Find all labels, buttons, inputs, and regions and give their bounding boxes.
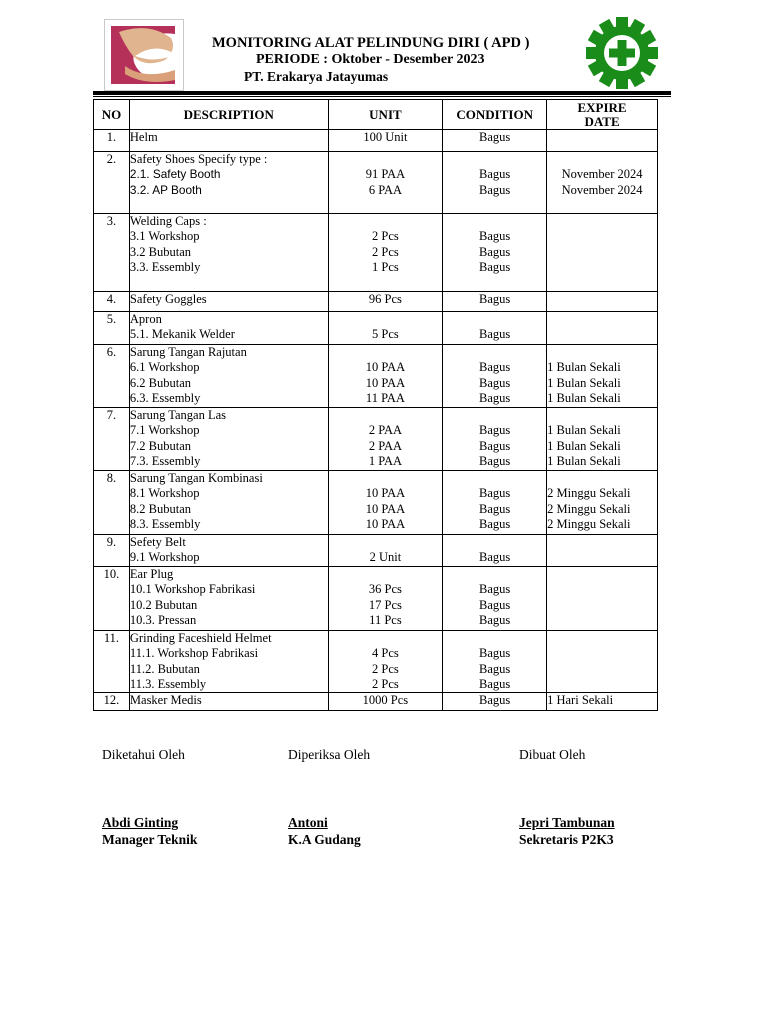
cell-cond	[443, 214, 547, 292]
cell-no	[94, 152, 130, 214]
cell-spacer	[547, 471, 657, 486]
column-header-unit: UNIT	[328, 100, 443, 130]
cell-cond-line: Bagus	[479, 182, 511, 197]
row-number: 4.	[106, 292, 117, 306]
signature-position-made: Sekretaris P2K3	[519, 832, 614, 847]
cell-cond-line: Bagus	[479, 661, 511, 676]
signature-name-made: Jepri Tambunan	[519, 815, 615, 830]
cell-cond-line: Bagus	[479, 550, 511, 565]
cell-no	[94, 693, 130, 711]
cell-desc-line: 6.2 Bubutan	[129, 375, 192, 390]
cell-unit	[328, 312, 443, 345]
signature-position-known: Manager Teknik	[102, 832, 198, 847]
cell-desc-line: 7.1 Workshop	[129, 423, 200, 438]
signature-name-known: Abdi Ginting	[102, 815, 179, 830]
cell-unit-line: 1000 Pcs	[362, 693, 409, 708]
cell-desc	[129, 471, 328, 535]
cell-spacer	[443, 535, 546, 550]
cell-unit-line: 5 Pcs	[372, 327, 399, 342]
cell-unit-line: 1 Pcs	[372, 259, 399, 274]
row-number: 9.	[106, 535, 117, 549]
cell-exp	[547, 345, 658, 408]
cell-spacer	[547, 408, 657, 423]
cell-desc	[129, 292, 328, 312]
table-row	[94, 312, 658, 345]
cell-desc-line: 6.1 Workshop	[129, 360, 200, 375]
cell-cond	[443, 292, 547, 312]
cell-unit	[328, 535, 443, 567]
cell-desc	[129, 130, 328, 152]
cell-exp-line: 2 Minggu Sekali	[547, 486, 631, 501]
cell-unit-line: 2 PAA	[368, 438, 403, 453]
cell-unit-line: 6 PAA	[368, 182, 403, 197]
cell-desc	[129, 567, 328, 631]
cell-no	[94, 535, 130, 567]
cell-spacer	[443, 631, 546, 646]
cell-exp-line: 1 Bulan Sekali	[547, 423, 621, 438]
cell-desc-line: 6.3. Essembly	[129, 390, 201, 405]
row-number: 10.	[103, 567, 120, 581]
apd-monitoring-table	[93, 99, 658, 711]
cell-desc-line: 11.2. Bubutan	[129, 661, 200, 676]
cell-unit-line: 2 Pcs	[372, 676, 399, 691]
cell-desc-line: 8.1 Workshop	[129, 486, 200, 501]
cell-cond	[443, 567, 547, 631]
cell-desc-line: Sarung Tangan Rajutan	[129, 345, 247, 359]
cell-desc-line: 7.2 Bubutan	[129, 438, 192, 453]
cell-no	[94, 345, 130, 408]
cell-exp	[547, 292, 658, 312]
cell-spacer	[329, 471, 443, 486]
cell-no	[94, 408, 130, 471]
cell-unit-line: 10 PAA	[365, 360, 406, 375]
cell-exp	[547, 631, 658, 693]
cell-unit-line: 2 PAA	[368, 423, 403, 438]
cell-spacer	[329, 152, 443, 167]
column-header-no: NO	[94, 100, 130, 130]
cell-cond	[443, 631, 547, 693]
cell-exp-line: 2 Minggu Sekali	[547, 516, 631, 531]
cell-no	[94, 292, 130, 312]
cell-unit-line: 11 Pcs	[369, 612, 402, 627]
cell-unit-line: 10 PAA	[365, 375, 406, 390]
cell-exp	[547, 535, 658, 567]
cell-unit-line: 4 Pcs	[372, 646, 399, 661]
cell-desc-line: Safety Shoes Specify type :	[129, 152, 268, 166]
cell-unit	[328, 130, 443, 152]
cell-unit	[328, 631, 443, 693]
cell-desc-line: Helm	[129, 130, 158, 144]
cell-desc-line: Welding Caps :	[129, 214, 207, 228]
cell-exp-line: November 2024	[561, 182, 643, 197]
cell-exp	[547, 152, 658, 214]
cell-unit-line: 96 Pcs	[368, 292, 402, 306]
cell-exp-line: 1 Bulan Sekali	[547, 453, 621, 468]
cell-spacer	[443, 152, 546, 167]
cell-spacer	[443, 345, 546, 360]
cell-desc-line: Sefety Belt	[129, 535, 186, 549]
cell-cond-line: Bagus	[479, 244, 511, 259]
signature-name-checked: Antoni	[288, 815, 328, 830]
cell-cond-line: Bagus	[479, 375, 511, 390]
cell-exp	[547, 408, 658, 471]
table-row	[94, 408, 658, 471]
cell-desc-line: Safety Goggles	[129, 292, 207, 306]
cell-desc	[129, 631, 328, 693]
cell-no	[94, 567, 130, 631]
cell-desc-line: 3.3. Essembly	[129, 259, 201, 274]
cell-desc-line: 7.3. Essembly	[129, 453, 201, 468]
cell-unit-line: 100 Unit	[363, 130, 408, 144]
cell-no	[94, 471, 130, 535]
cell-cond-line: Bagus	[479, 693, 511, 708]
table-row	[94, 567, 658, 631]
cell-spacer	[329, 631, 443, 646]
cell-spacer	[443, 408, 546, 423]
column-header-expire-date	[547, 100, 658, 130]
cell-spacer	[329, 312, 443, 327]
cell-cond	[443, 408, 547, 471]
row-number: 12.	[103, 693, 120, 708]
cell-exp-line: 1 Bulan Sekali	[547, 360, 621, 375]
cell-no	[94, 631, 130, 693]
cell-cond-line: Bagus	[479, 597, 511, 612]
cell-desc-line: Grinding Faceshield Helmet	[129, 631, 272, 645]
cell-cond-line: Bagus	[479, 582, 511, 597]
table-row	[94, 631, 658, 693]
cell-desc-line: 8.3. Essembly	[129, 516, 201, 531]
cell-unit	[328, 214, 443, 292]
cell-unit-line: 2 Pcs	[372, 229, 399, 244]
cell-spacer	[329, 408, 443, 423]
table-row	[94, 471, 658, 535]
cell-cond-line: Bagus	[479, 360, 511, 375]
signature-label-checked: Diperiksa Oleh	[288, 747, 371, 762]
cell-exp-line: 1 Bulan Sekali	[547, 390, 621, 405]
cell-unit-line: 2 Pcs	[372, 661, 399, 676]
table-row	[94, 130, 658, 152]
table-row	[94, 693, 658, 711]
table-row	[94, 292, 658, 312]
cell-desc-line: 10.1 Workshop Fabrikasi	[129, 582, 256, 597]
cell-unit	[328, 471, 443, 535]
cell-desc	[129, 693, 328, 711]
cell-cond	[443, 312, 547, 345]
cell-exp	[547, 471, 658, 535]
cell-spacer	[329, 535, 443, 550]
cell-desc-line: Ear Plug	[129, 567, 174, 581]
cell-desc-line: Masker Medis	[129, 693, 202, 708]
signature-label-known: Diketahui Oleh	[102, 747, 185, 762]
cell-exp-line: 1 Bulan Sekali	[547, 438, 621, 453]
cell-cond-line: Bagus	[479, 130, 511, 144]
cell-desc	[129, 152, 328, 214]
table-row	[94, 152, 658, 214]
document-period: PERIODE : Oktober - Desember 2023	[256, 52, 485, 67]
cell-exp-line: 2 Minggu Sekali	[547, 501, 631, 516]
column-header-condition: CONDITION	[443, 100, 547, 130]
cell-cond	[443, 471, 547, 535]
cell-desc-line: 11.1. Workshop Fabrikasi	[129, 646, 259, 661]
cell-unit	[328, 693, 443, 711]
signature-position-checked: K.A Gudang	[288, 832, 361, 847]
cell-unit-line: 91 PAA	[365, 167, 406, 182]
cell-desc-line: 10.2 Bubutan	[129, 597, 198, 612]
table-header-row	[94, 100, 658, 130]
cell-unit-line: 17 Pcs	[368, 597, 402, 612]
cell-desc	[129, 408, 328, 471]
cell-desc-line: 10.3. Pressan	[129, 612, 197, 627]
header-divider-thin	[93, 96, 671, 97]
cell-spacer	[547, 152, 657, 167]
cell-unit	[328, 292, 443, 312]
table-row	[94, 535, 658, 567]
cell-desc-line: 3.2. AP Booth	[129, 182, 202, 197]
cell-desc	[129, 214, 328, 292]
header-divider	[93, 91, 671, 95]
row-number: 11.	[103, 631, 120, 645]
cell-cond-line: Bagus	[479, 612, 511, 627]
cell-desc-line: 3.2 Bubutan	[129, 244, 192, 259]
cell-exp-line: 1 Bulan Sekali	[547, 375, 621, 390]
cell-desc	[129, 345, 328, 408]
cell-spacer	[443, 312, 546, 327]
cell-unit-line: 1 PAA	[368, 453, 403, 468]
cell-desc-line: Apron	[129, 312, 162, 326]
cell-unit-line: 2 Pcs	[372, 244, 399, 259]
row-number: 2.	[106, 152, 117, 166]
cell-cond-line: Bagus	[479, 438, 511, 453]
cell-unit-line: 36 Pcs	[368, 582, 402, 597]
cell-spacer	[443, 471, 546, 486]
cell-cond-line: Bagus	[479, 423, 511, 438]
cell-cond	[443, 345, 547, 408]
cell-desc-line: 3.1 Workshop	[129, 229, 200, 244]
cell-unit-line: 2 Unit	[369, 550, 402, 565]
cell-cond-line: Bagus	[479, 453, 511, 468]
cell-exp-line: November 2024	[561, 167, 643, 182]
cell-no	[94, 130, 130, 152]
cell-cond	[443, 693, 547, 711]
cell-cond-line: Bagus	[479, 292, 511, 306]
column-header-description: DESCRIPTION	[129, 100, 328, 130]
cell-cond-line: Bagus	[479, 229, 511, 244]
cell-unit-line: 10 PAA	[365, 516, 406, 531]
cell-no	[94, 312, 130, 345]
cell-desc	[129, 312, 328, 345]
k3-safety-cross-gear-icon	[585, 16, 659, 90]
row-number: 6.	[106, 345, 117, 359]
company-logo-icon	[104, 19, 184, 91]
cell-cond-line: Bagus	[479, 516, 511, 531]
document-title: MONITORING ALAT PELINDUNG DIRI ( APD )	[212, 35, 530, 51]
signature-label-made: Dibuat Oleh	[519, 747, 586, 762]
row-number: 1.	[106, 130, 117, 144]
cell-cond-line: Bagus	[479, 486, 511, 501]
cell-exp	[547, 567, 658, 631]
cell-cond	[443, 152, 547, 214]
row-number: 5.	[106, 312, 117, 326]
cell-no	[94, 214, 130, 292]
cell-desc-line: 2.1. Safety Booth	[129, 167, 221, 182]
cell-unit	[328, 567, 443, 631]
cell-desc-line: 9.1 Workshop	[129, 550, 200, 565]
cell-unit-line: 10 PAA	[365, 486, 406, 501]
cell-exp	[547, 130, 658, 152]
cell-cond	[443, 535, 547, 567]
cell-desc-line: Sarung Tangan Kombinasi	[129, 471, 263, 485]
cell-spacer	[443, 567, 546, 582]
cell-unit	[328, 345, 443, 408]
column-header-expire-label: EXPIRE DATE	[577, 99, 627, 129]
cell-cond-line: Bagus	[479, 390, 511, 405]
cell-cond-line: Bagus	[479, 327, 511, 342]
cell-cond-line: Bagus	[479, 676, 511, 691]
table-row	[94, 214, 658, 292]
cell-spacer	[329, 345, 443, 360]
cell-desc-line: 11.3. Essembly	[129, 676, 207, 691]
row-number: 7.	[106, 408, 117, 422]
cell-cond-line: Bagus	[479, 259, 511, 274]
cell-exp	[547, 693, 658, 711]
cell-spacer	[547, 345, 657, 360]
cell-exp	[547, 312, 658, 345]
cell-spacer	[443, 214, 546, 229]
cell-desc-line: Sarung Tangan Las	[129, 408, 226, 422]
row-number: 3.	[106, 214, 117, 228]
cell-unit	[328, 152, 443, 214]
company-name: PT. Erakarya Jatayumas	[244, 69, 389, 84]
cell-cond-line: Bagus	[479, 646, 511, 661]
cell-desc-line: 5.1. Mekanik Welder	[129, 327, 235, 342]
cell-unit-line: 10 PAA	[365, 501, 406, 516]
cell-exp	[547, 214, 658, 292]
cell-desc	[129, 535, 328, 567]
cell-spacer	[329, 567, 443, 582]
cell-unit-line: 11 PAA	[365, 390, 405, 405]
cell-exp-line: 1 Hari Sekali	[547, 693, 614, 708]
cell-spacer	[329, 214, 443, 229]
cell-cond-line: Bagus	[479, 167, 511, 182]
cell-desc-line: 8.2 Bubutan	[129, 501, 192, 516]
cell-cond	[443, 130, 547, 152]
cell-cond-line: Bagus	[479, 501, 511, 516]
row-number: 8.	[106, 471, 117, 485]
cell-unit	[328, 408, 443, 471]
table-row	[94, 345, 658, 408]
